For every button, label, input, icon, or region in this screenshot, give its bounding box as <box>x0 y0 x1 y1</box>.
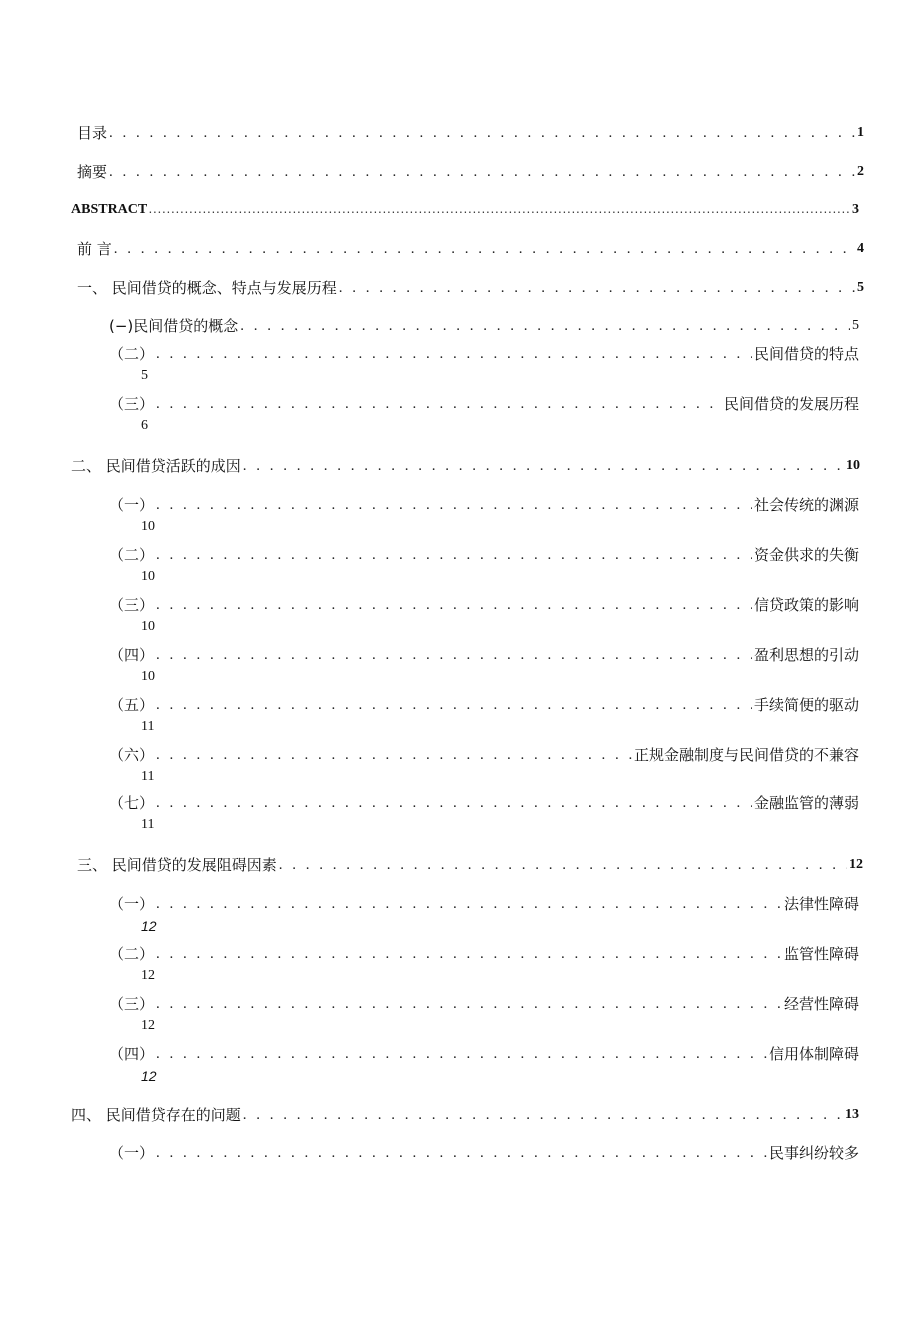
toc-page-number: 10 <box>141 569 155 584</box>
toc-page-number: 6 <box>141 418 148 433</box>
toc-entry-abstract[interactable] <box>71 199 859 221</box>
toc-chapter-4[interactable] <box>71 1104 859 1126</box>
toc-section-1-3[interactable] <box>109 393 859 415</box>
toc-section-number: （一） <box>109 895 155 913</box>
leader-dots <box>114 238 855 260</box>
toc-section-title: 民事纠纷较多 <box>768 1144 859 1162</box>
toc-section-number: （七） <box>109 794 155 812</box>
toc-chapter-2[interactable] <box>71 455 860 477</box>
toc-section-2-5[interactable] <box>109 694 859 716</box>
toc-section-title: 信贷政策的影响 <box>753 596 859 614</box>
toc-section-title: 民间借贷的概念 <box>133 317 239 335</box>
toc-label: 四、 民间借贷存在的问题 <box>71 1106 241 1124</box>
toc-page-number: 5 <box>141 368 148 383</box>
toc-page-number: 13 <box>845 1107 859 1122</box>
toc-label: ABSTRACT <box>71 202 148 217</box>
toc-page-number: 12 <box>141 1018 155 1033</box>
toc-section-2-1[interactable] <box>109 494 859 516</box>
toc-chapter-1[interactable] <box>77 277 864 299</box>
leader-dots <box>109 122 855 144</box>
toc-section-number: （三） <box>109 395 155 413</box>
toc-label: 摘要 <box>77 163 108 181</box>
toc-section-title: 经营性障碍 <box>783 995 859 1013</box>
toc-section-number: （四） <box>109 1045 155 1063</box>
toc-section-title: 正规金融制度与民间借贷的不兼容 <box>633 746 859 764</box>
leader-dots <box>243 1104 843 1126</box>
leader-dots <box>156 343 752 365</box>
toc-section-number: （五） <box>109 696 155 714</box>
toc-page-number: 3 <box>852 202 859 217</box>
toc-section-2-2[interactable] <box>109 544 859 566</box>
leader-dots <box>156 993 782 1015</box>
toc-page-number: 12 <box>141 968 155 983</box>
toc-label: 三、 民间借贷的发展阻碍因素 <box>77 856 277 874</box>
toc-section-2-7[interactable] <box>109 792 859 814</box>
toc-section-number: （一） <box>109 496 155 514</box>
toc-section-title: 信用体制障碍 <box>768 1045 859 1063</box>
leader-dots <box>279 854 847 876</box>
toc-page-number: 11 <box>141 769 155 784</box>
leader-dots <box>156 544 752 566</box>
toc-label: 前 言 <box>77 240 112 258</box>
toc-section-title: 盈利思想的引动 <box>753 646 859 664</box>
toc-page-number: 10 <box>141 619 155 634</box>
toc-section-number: （三） <box>109 596 155 614</box>
toc-chapter-3[interactable] <box>77 854 863 876</box>
toc-section-title: 法律性障碍 <box>783 895 859 913</box>
toc-section-title: 社会传统的渊源 <box>753 496 859 514</box>
toc-page-number: 1 <box>857 125 864 140</box>
toc-section-title: 手续简便的驱动 <box>753 696 859 714</box>
toc-label: 二、 民间借贷活跃的成因 <box>71 457 241 475</box>
toc-section-3-1[interactable] <box>109 893 859 915</box>
toc-page-number: 11 <box>141 817 155 832</box>
leader-dots <box>156 1142 767 1164</box>
leader-dots <box>156 393 722 415</box>
toc-page-number: 11 <box>141 719 155 734</box>
toc-section-title: 监管性障碍 <box>783 945 859 963</box>
toc-section-3-3[interactable] <box>109 993 859 1015</box>
toc-entry-mulu[interactable] <box>77 122 864 144</box>
toc-section-number: （二） <box>109 945 155 963</box>
toc-section-2-4[interactable] <box>109 644 859 666</box>
leader-dots <box>156 792 752 814</box>
toc-page-number: 12 <box>141 918 157 934</box>
leader-dots <box>339 277 855 299</box>
toc-section-title: 民间借贷的发展历程 <box>723 395 859 413</box>
toc-section-title: 资金供求的失衡 <box>753 546 859 564</box>
toc-section-title: 民间借贷的特点 <box>753 345 859 363</box>
toc-section-number: （二） <box>109 546 155 564</box>
toc-page-number: 4 <box>857 241 864 256</box>
toc-section-number: （三） <box>109 995 155 1013</box>
toc-label: 一、 民间借贷的概念、特点与发展历程 <box>77 279 337 297</box>
toc-page-number: 12 <box>141 1068 157 1084</box>
toc-section-number: （一） <box>109 1144 155 1162</box>
toc-page-number: 10 <box>846 458 860 473</box>
leader-dots <box>149 199 850 221</box>
toc-section-2-3[interactable] <box>109 594 859 616</box>
toc-page-number: 10 <box>141 669 155 684</box>
toc-section-1-2[interactable] <box>109 343 859 365</box>
toc-section-4-1[interactable] <box>109 1142 859 1164</box>
toc-section-number: （二） <box>109 345 155 363</box>
toc-section-3-4[interactable] <box>109 1043 859 1065</box>
toc-page-number: 12 <box>849 857 863 872</box>
toc-page-number: 5 <box>857 280 864 295</box>
leader-dots <box>156 893 782 915</box>
toc-page-number: 10 <box>141 519 155 534</box>
leader-dots <box>156 744 632 766</box>
leader-dots <box>156 1043 767 1065</box>
toc-section-1-1[interactable] <box>109 315 859 337</box>
toc-section-number: （六） <box>109 746 155 764</box>
toc-section-number: （四） <box>109 646 155 664</box>
toc-section-title: 金融监管的薄弱 <box>753 794 859 812</box>
toc-entry-zhaiyao[interactable] <box>77 161 864 183</box>
leader-dots <box>156 694 752 716</box>
leader-dots <box>156 943 782 965</box>
toc-page-number: 5 <box>852 318 859 333</box>
toc-section-2-6[interactable] <box>109 744 859 766</box>
leader-dots <box>240 315 850 337</box>
leader-dots <box>156 494 752 516</box>
leader-dots <box>156 594 752 616</box>
toc-section-number: (−) <box>109 317 134 335</box>
toc-entry-qianyan[interactable] <box>77 238 864 260</box>
toc-page-number: 2 <box>857 164 864 179</box>
leader-dots <box>243 455 844 477</box>
leader-dots <box>156 644 752 666</box>
toc-label: 目录 <box>77 124 108 142</box>
toc-section-3-2[interactable] <box>109 943 859 965</box>
leader-dots <box>109 161 855 183</box>
